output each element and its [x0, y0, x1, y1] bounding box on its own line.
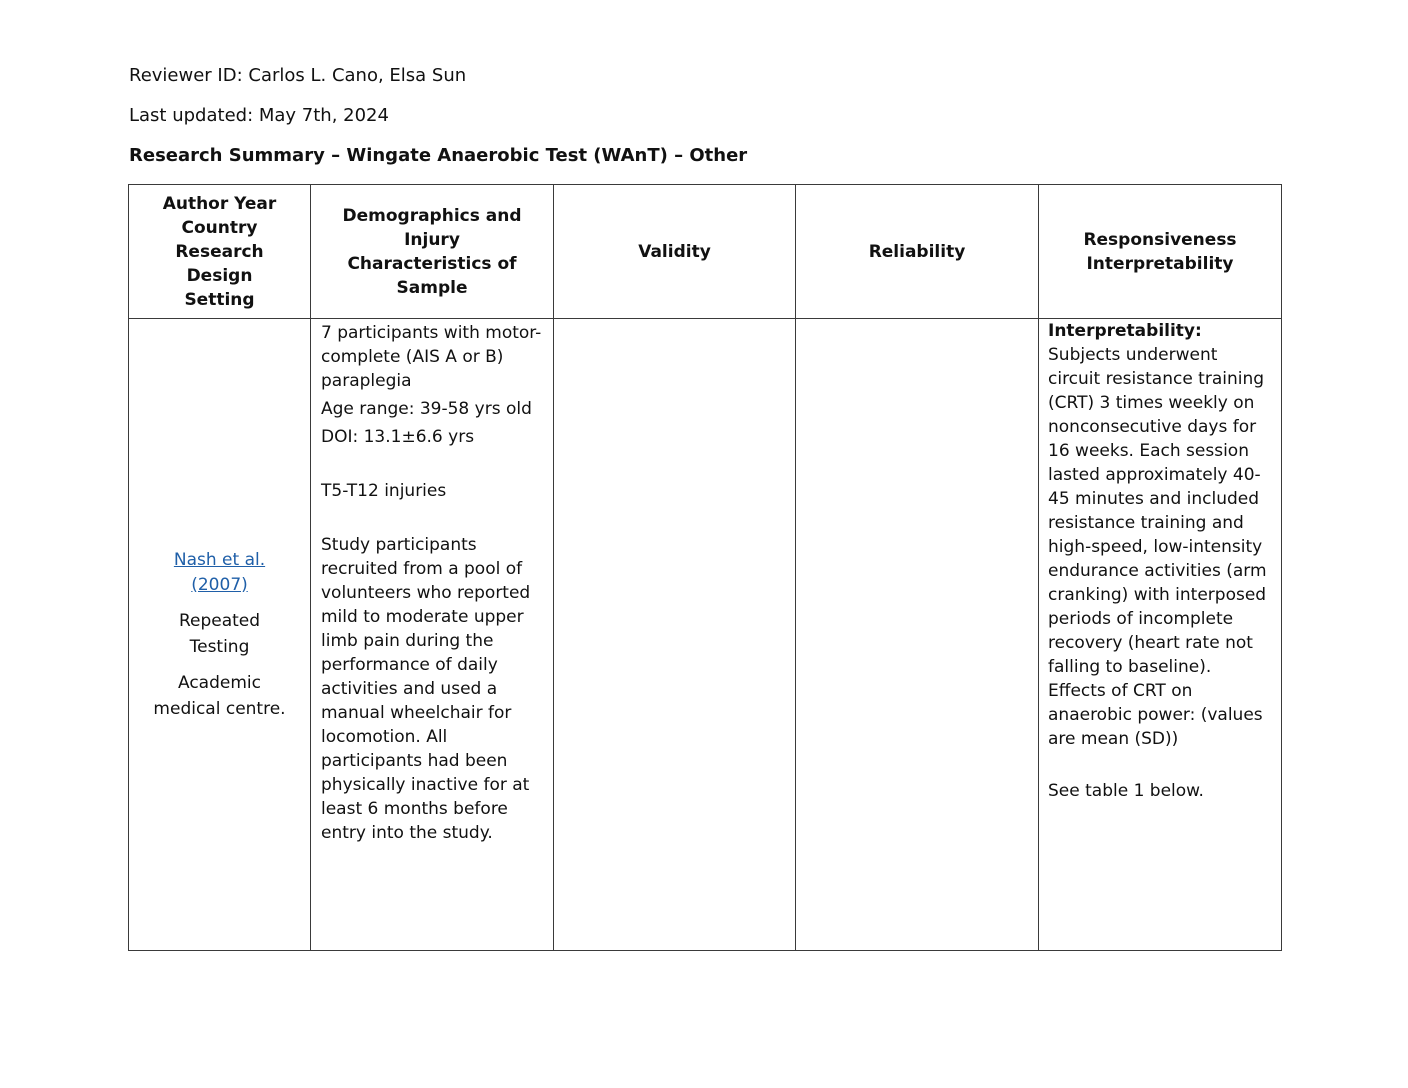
validity-cell [554, 319, 796, 951]
header-demographics [311, 185, 554, 319]
research-design-line: Testing [189, 636, 250, 657]
see-table-text: See table 1 below. [1048, 781, 1204, 801]
participants-text: 7 participants with motor-complete (AIS A or B) paraplegia [321, 323, 542, 391]
research-design-line: Repeated [178, 610, 261, 631]
duration-of-injury-text: DOI: 13.1±6.6 yrs [321, 427, 475, 447]
header-author-line: Author Year [162, 193, 277, 214]
header-demographics-line: Injury [404, 229, 460, 250]
header-demographics-line: Demographics and [342, 205, 522, 226]
reliability-cell [796, 319, 1039, 951]
author-cell [129, 319, 311, 951]
header-author-line: Research [175, 241, 264, 262]
research-design [135, 608, 304, 660]
table-header-row [129, 185, 1282, 319]
research-summary-table [128, 184, 1282, 951]
header-demographics-line: Sample [396, 277, 468, 298]
responsiveness-cell [1039, 319, 1282, 951]
header-author-line: Design [186, 265, 253, 286]
author-study-link[interactable] [135, 548, 304, 598]
last-updated: Last updated: May 7th, 2024 [129, 105, 389, 126]
interpretability-heading: Interpretability: [1048, 321, 1202, 341]
study-setting [135, 670, 304, 722]
author-link-line[interactable]: (2007) [191, 574, 248, 595]
reviewer-id: Reviewer ID: Carlos L. Cano, Elsa Sun [129, 65, 467, 86]
table-row [129, 319, 1282, 951]
injury-levels-text: T5-T12 injuries [321, 481, 447, 501]
demographics-cell [311, 319, 554, 951]
header-interpretability-line: Interpretability [1086, 253, 1234, 274]
header-author-line: Country [181, 217, 258, 238]
age-range-text: Age range: 39-58 yrs old [321, 399, 532, 419]
study-setting-line: Academic [178, 672, 261, 693]
study-setting-line: medical centre. [153, 698, 286, 719]
effects-text: Effects of CRT on anaerobic power: (values are mean (SD)) [1048, 681, 1263, 749]
header-author [129, 185, 311, 319]
author-link-line[interactable]: Nash et al. [173, 549, 266, 570]
header-responsiveness-line: Responsiveness [1083, 229, 1237, 250]
header-demographics-line: Characteristics of [347, 253, 517, 274]
header-responsiveness [1039, 185, 1282, 319]
document-title: Research Summary – Wingate Anaerobic Test (WAnT) – Other [129, 145, 748, 166]
interpretability-body: Subjects underwent circuit resistance training (CRT) 3 times weekly on nonconsecutive days for 16 weeks. Each session lasted approximately 40-45 minutes and included resistance training and high-speed, low-intensity endurance activities (arm cranking) with interposed periods of incomplete recovery (heart rate not falling to baseline). [1048, 345, 1267, 677]
recruitment-text: Study participants recruited from a pool of volunteers who reported mild to moderate upper limb pain during the performance of daily activities and used a manual wheelchair for locomotion. All participants had been physically inactive for at least 6 months before entry into the study. [321, 535, 531, 843]
header-reliability: Reliability [796, 185, 1039, 319]
header-author-line: Setting [184, 289, 255, 310]
header-validity: Validity [554, 185, 796, 319]
